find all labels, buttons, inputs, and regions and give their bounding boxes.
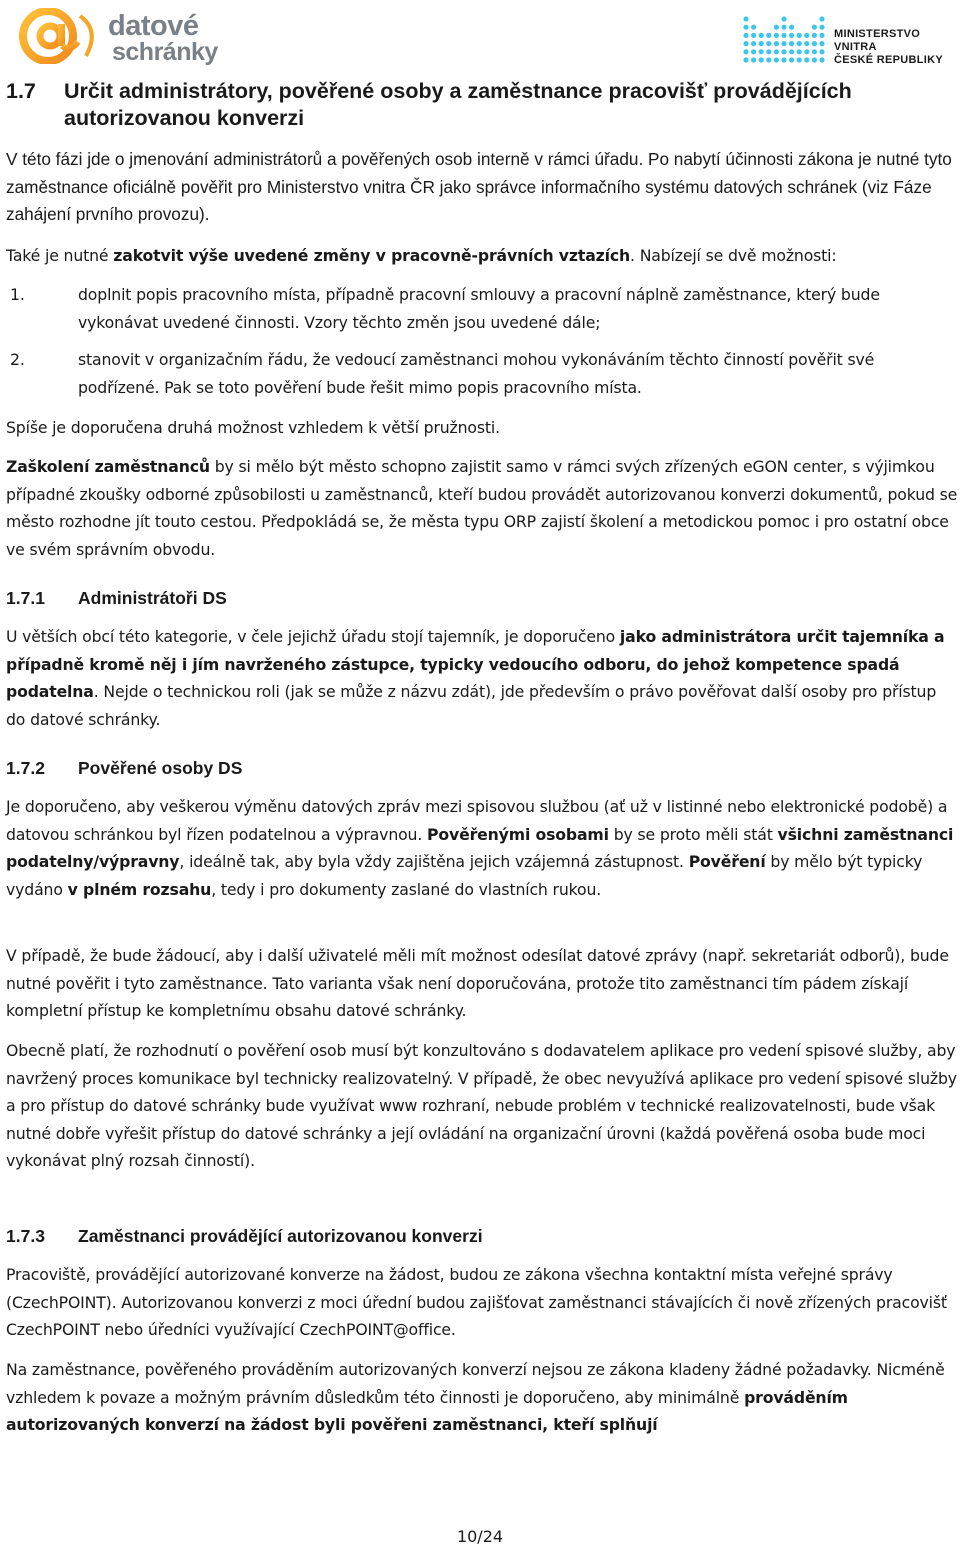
logo-dot (759, 49, 764, 54)
logo-dot (781, 25, 786, 30)
logo-dot (804, 33, 809, 38)
text-run: Také je nutné (6, 246, 114, 265)
logo-dot (819, 33, 824, 38)
logo-dot (751, 41, 756, 46)
text-run: by mělo být typicky vydáno (6, 852, 923, 899)
logo-dot (789, 33, 794, 38)
logo-dot (797, 33, 802, 38)
bold-run: jako administrátora určit tajemníka a případně kromě něj i jím navrženého zástupce, typicky vedoucího odboru, do jehož kompetence spadá podatelna (6, 627, 945, 701)
subsection-title: Pověřené osoby DS (78, 758, 243, 778)
text-run: by se proto měli stát (608, 824, 778, 844)
intro-options-paragraph (6, 242, 958, 270)
logo-dot (804, 49, 809, 54)
list-text: stanovit v organizačním řádu, že vedoucí zaměstnanci mohou vykonáváním těchto činností pověřit své podřízené. Pak se toto pověření bude řešit mimo popis pracovního místa. (78, 350, 875, 397)
logo-dot (819, 16, 824, 21)
text-run: Na zaměstnance, pověřeného prováděním autorizovaných konverzí nejsou ze zákona kladeny žádné požadavky. Nicméně vzhledem k povaze a možným právním důsledkům této činnosti je doporučeno, aby minimálně (6, 1360, 945, 1407)
logo-dot (789, 25, 794, 30)
logo-dot (804, 57, 809, 62)
subsection-number: 1.7.1 (6, 588, 45, 608)
text-run: Je doporučeno, aby veškerou výměnu datových zpráv mezi spisovou službou (ať už v listinné nebo elektronické podobě) a datovou schránkou byl řízen podatelnou a výpravnou. (6, 797, 948, 844)
logo-dot (774, 57, 779, 62)
text-run: . Nejde o technickou roli (jak se může z názvu zdát), jde především o právo pověřovat další osoby pro přístup do datové schránky. (6, 682, 937, 729)
recommendation-paragraph: Spíše je doporučena druhá možnost vzhledem k větší pružnosti. (6, 418, 500, 437)
conversion-workplaces-paragraph: Pracoviště, provádějící autorizované konverze na žádost, budou ze zákona všechna kontaktní místa veřejné správy (CzechPOINT). Autorizovanou konverzi z moci úřední budou zajišťovat zaměstnanci stávajících či nově zřízených pracovišť CzechPOINT nebo úředníci využívající CzechPOINT@office. (6, 1265, 947, 1339)
text-run: . Nabízejí se dvě možnosti: (630, 246, 837, 265)
logo-dot (781, 41, 786, 46)
logo-dot (743, 25, 748, 30)
ministry-dots-logo-icon (742, 6, 826, 64)
text-run: , tedy i pro dokumenty zaslané do vlastních rukou. (211, 879, 602, 899)
bold-run: Pověření (688, 852, 766, 871)
text-run: U větších obcí této kategorie, v čele jejichž úřadu stojí tajemník, je doporučeno (6, 627, 620, 646)
text-run: by si mělo být město schopno zajistit samo v rámci svých zřízených eGON center, s výjimkou případné zkoušky odborné způsobilosti u zaměstnanců, kteří budou provádět autorizovanou konverzi dokumentů, pokud se město rozhodne jít touto cestou. Předpokládá se, že města typu ORP zajistí školení a metodickou pomoc i pro ostatní obce ve svém správním obvodu. (6, 457, 958, 559)
logo-dot (819, 25, 824, 30)
logo-dot (751, 25, 756, 30)
text-run: , ideálně tak, aby byla vždy zajištěna jejich vzájemná zástupnost. (179, 852, 689, 871)
training-paragraph (6, 453, 958, 563)
logo-dot (759, 33, 764, 38)
bold-run: všichni zaměstnanci podatelny/výpravny (6, 824, 954, 871)
logo-dot (781, 33, 786, 38)
logo-dot (766, 33, 771, 38)
logo-dot (789, 41, 794, 46)
logo-dot (774, 41, 779, 46)
logo-dot (797, 57, 802, 62)
list-number: 1. (10, 285, 25, 304)
list-number: 2. (10, 350, 25, 369)
ministry-line1: MINISTERSTVO VNITRA (834, 28, 921, 53)
logo-text-schranky: schránky (112, 38, 218, 66)
section-title: Určit administrátory, pověřené osoby a zaměstnance pracovišť provádějících autorizovanou konverzi (64, 79, 852, 130)
ministry-logo (742, 6, 960, 64)
logo-dot (781, 16, 786, 21)
logo-dot (774, 49, 779, 54)
section-number: 1.7 (6, 79, 36, 103)
logo-dot (819, 49, 824, 54)
logo-dot (812, 57, 817, 62)
at-sign-logo-icon (4, 8, 104, 64)
logo-dot (781, 57, 786, 62)
logo-dot (766, 41, 771, 46)
logo-dot (743, 49, 748, 54)
logo-dot (751, 49, 756, 54)
logo-dot (743, 41, 748, 46)
subsection-number: 1.7.2 (6, 758, 45, 778)
logo-dot (819, 41, 824, 46)
logo-dot (743, 16, 748, 21)
logo-dot (789, 49, 794, 54)
logo-dot (797, 41, 802, 46)
subsection-title: Administrátoři DS (78, 588, 227, 608)
logo-dot (766, 57, 771, 62)
authorized-persons-paragraph (6, 793, 958, 903)
subsection-number: 1.7.3 (6, 1226, 45, 1246)
other-users-paragraph: V případě, že bude žádoucí, aby i další uživatelé měli mít možnost odesílat datové zprávy (např. sekretariát odborů), bude nutné pověřit i tyto zaměstnance. Tato varianta však není doporučována, protože tito zaměstnanci tím pádem získají kompletní přístup ke kompletnímu obsahu datové schránky. (6, 946, 949, 1020)
consultation-paragraph: Obecně platí, že rozhodnutí o pověření osob musí být konzultováno s dodavatelem aplikace pro vedení spisové služby, aby navržený proces komunikace byl technicky realizovatelný. V případě, že obec nevyužívá aplikace pro vedení spisové služby a pro přístup do datové schránky bude využívat www rozhraní, nebude problém v technické realizovatelnosti, bude však nutné dobře vyřešit přístup do datové schránky a její ovládání na organizační úrovni (každá pověřená osoba bude moci vykonávat plný rozsah činností). (6, 1041, 957, 1170)
logo-text-datove: datové (108, 10, 199, 42)
logo-dot (759, 57, 764, 62)
list-text: doplnit popis pracovního místa, případně pracovní smlouvy a pracovní náplně zaměstnance, který bude vykonávat uvedené činnosti. Vzory těchto změn jsou uvedené dále; (78, 285, 880, 332)
logo-dot (751, 57, 756, 62)
logo-dot (743, 33, 748, 38)
logo-dot (812, 49, 817, 54)
bold-run: v plném rozsahu (67, 879, 212, 899)
logo-dot (774, 25, 779, 30)
administrators-paragraph (6, 623, 958, 733)
logo-dot (789, 57, 794, 62)
ministry-name (834, 28, 960, 67)
logo-dot (804, 41, 809, 46)
bold-run: Pověřenými osobami (427, 824, 609, 844)
logo-dot (766, 49, 771, 54)
conversion-employees-paragraph (6, 1356, 958, 1439)
bold-run: zakotvit výše uvedené změny v pracovně-právních vztazích (113, 246, 631, 265)
logo-dot (743, 57, 748, 62)
bold-run: Zaškolení zaměstnanců (6, 457, 210, 476)
page-number: 10/24 (456, 1527, 504, 1546)
logo-dot (759, 41, 764, 46)
logo-dot (797, 49, 802, 54)
logo-dot (781, 49, 786, 54)
logo-dot (812, 33, 817, 38)
datove-schranky-logo (4, 6, 218, 66)
logo-dot (819, 57, 824, 62)
subsection-title: Zaměstnanci provádějící autorizovanou konverzi (78, 1226, 483, 1246)
intro-paragraph: V této fázi jde o jmenování administrátorů a pověřených osob interně v rámci úřadu. Po nabytí účinnosti zákona je nutné tyto zaměstnance oficiálně pověřit pro Ministerstvo vnitra ČR jako správce informačního systému datových schránek (viz Fáze zahájení prvního provozu). (6, 149, 952, 224)
logo-dot (812, 41, 817, 46)
ministry-line2: ČESKÉ REPUBLIKY (834, 54, 944, 66)
bold-run: prováděním autorizovaných konverzí na žádost byli pověřeni zaměstnanci, kteří splňují (6, 1387, 848, 1434)
logo-dot (751, 33, 756, 38)
logo-dot (774, 33, 779, 38)
logo-dot (812, 25, 817, 30)
